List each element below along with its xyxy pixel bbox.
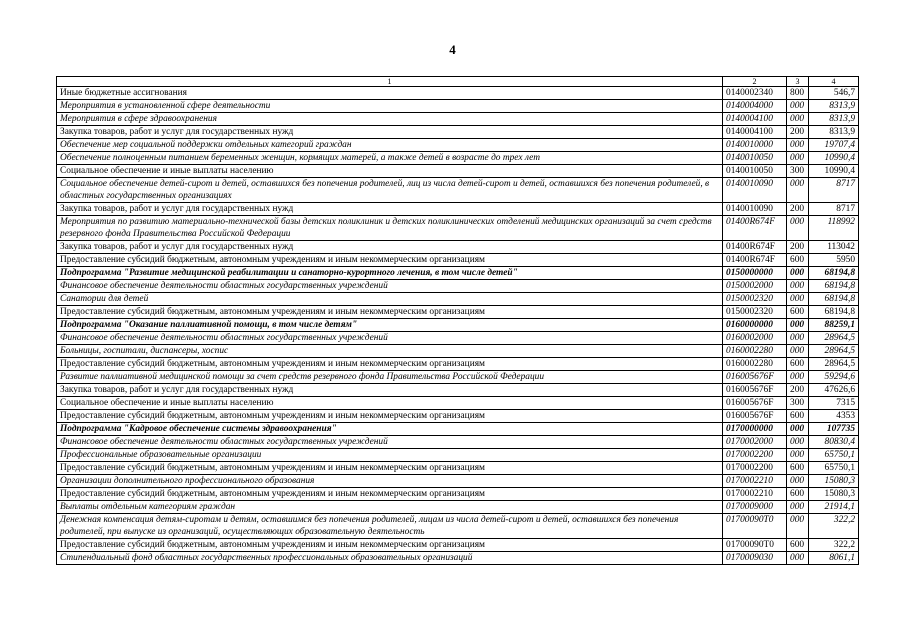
- table-row: [57, 126, 859, 139]
- row-code-cell: 0170002200: [723, 449, 787, 462]
- table-row: [57, 87, 859, 100]
- row-expense-type-cell: 000: [787, 293, 809, 306]
- table-row: [57, 306, 859, 319]
- row-expense-type-cell: 000: [787, 345, 809, 358]
- row-amount-cell: 8313,9: [809, 100, 859, 113]
- row-code-cell: 0170002200: [723, 462, 787, 475]
- row-amount-cell: 8717: [809, 178, 859, 203]
- row-amount-cell: 65750,1: [809, 449, 859, 462]
- row-name-cell: Денежная компенсация детям-сиротам и детям, оставшимся без попечения родителей, лицам из числа детей-сирот и детей, оставшихся без попечения родителей, при выпуске из организаций, осуществляющих образовательную деятельность: [57, 514, 723, 539]
- row-code-cell: 0170009000: [723, 501, 787, 514]
- row-amount-cell: 21914,1: [809, 501, 859, 514]
- table-row: [57, 293, 859, 306]
- table-row: [57, 371, 859, 384]
- row-expense-type-cell: 000: [787, 423, 809, 436]
- table-row: [57, 280, 859, 293]
- row-amount-cell: 68194,8: [809, 280, 859, 293]
- row-name-cell: Предоставление субсидий бюджетным, автономным учреждениям и иным некоммерческим организациям: [57, 306, 723, 319]
- row-expense-type-cell: 000: [787, 552, 809, 565]
- row-expense-type-cell: 600: [787, 358, 809, 371]
- row-amount-cell: 8313,9: [809, 126, 859, 139]
- row-code-cell: 0140010090: [723, 178, 787, 203]
- table-row: [57, 100, 859, 113]
- row-code-cell: 0160002280: [723, 345, 787, 358]
- row-amount-cell: 15080,3: [809, 475, 859, 488]
- row-name-cell: Выплаты отдельным категориям граждан: [57, 501, 723, 514]
- row-expense-type-cell: 000: [787, 436, 809, 449]
- row-name-cell: Мероприятия по развитию материально-технической базы детских поликлиник и детских поликлинических отделений медицинских организаций за счет средств резервного фонда Правительства Российской Федерации: [57, 216, 723, 241]
- row-code-cell: 0170000000: [723, 423, 787, 436]
- row-code-cell: 0160000000: [723, 319, 787, 332]
- row-name-cell: Закупка товаров, работ и услуг для государственных нужд: [57, 241, 723, 254]
- row-code-cell: 01400R674F: [723, 241, 787, 254]
- row-code-cell: 016005676F: [723, 410, 787, 423]
- row-code-cell: 0140010050: [723, 152, 787, 165]
- table-row: [57, 113, 859, 126]
- row-code-cell: 0150002320: [723, 293, 787, 306]
- row-expense-type-cell: 000: [787, 267, 809, 280]
- row-name-cell: Больницы, госпитали, диспансеры, хоспис: [57, 345, 723, 358]
- table-row: [57, 475, 859, 488]
- row-expense-type-cell: 000: [787, 178, 809, 203]
- table-row: [57, 332, 859, 345]
- table-row: [57, 254, 859, 267]
- table-row: [57, 449, 859, 462]
- row-name-cell: Предоставление субсидий бюджетным, автономным учреждениям и иным некоммерческим организациям: [57, 462, 723, 475]
- table-row: [57, 501, 859, 514]
- row-name-cell: Предоставление субсидий бюджетным, автономным учреждениям и иным некоммерческим организациям: [57, 539, 723, 552]
- row-amount-cell: 68194,8: [809, 293, 859, 306]
- row-name-cell: Мероприятия в сфере здравоохранения: [57, 113, 723, 126]
- row-expense-type-cell: 000: [787, 152, 809, 165]
- row-expense-type-cell: 200: [787, 203, 809, 216]
- row-name-cell: Стипендиальный фонд областных государственных профессиональных образовательных организаций: [57, 552, 723, 565]
- row-name-cell: Предоставление субсидий бюджетным, автономным учреждениям и иным некоммерческим организациям: [57, 410, 723, 423]
- row-code-cell: 0140004100: [723, 126, 787, 139]
- table-row: [57, 203, 859, 216]
- table-row: [57, 423, 859, 436]
- row-code-cell: 0140004000: [723, 100, 787, 113]
- table-row: [57, 216, 859, 241]
- row-name-cell: Развитие паллиативной медицинской помощи за счет средств резервного фонда Правительства Российской Федерации: [57, 371, 723, 384]
- row-amount-cell: 68194,8: [809, 267, 859, 280]
- table-row: [57, 358, 859, 371]
- row-expense-type-cell: 600: [787, 410, 809, 423]
- row-name-cell: Обеспечение мер социальной поддержки отдельных категорий граждан: [57, 139, 723, 152]
- row-name-cell: Организации дополнительного профессионального образования: [57, 475, 723, 488]
- row-amount-cell: 28964,5: [809, 358, 859, 371]
- row-amount-cell: 28964,5: [809, 332, 859, 345]
- row-code-cell: 016005676F: [723, 397, 787, 410]
- table-row: [57, 397, 859, 410]
- row-expense-type-cell: 600: [787, 488, 809, 501]
- row-name-cell: Предоставление субсидий бюджетным, автономным учреждениям и иным некоммерческим организациям: [57, 488, 723, 501]
- row-expense-type-cell: 000: [787, 475, 809, 488]
- row-amount-cell: 546,7: [809, 87, 859, 100]
- row-code-cell: 0170009030: [723, 552, 787, 565]
- table-row: [57, 384, 859, 397]
- table-row: [57, 319, 859, 332]
- row-code-cell: 016005676F: [723, 384, 787, 397]
- row-code-cell: 0150000000: [723, 267, 787, 280]
- row-code-cell: 0140010050: [723, 165, 787, 178]
- row-amount-cell: 10990,4: [809, 152, 859, 165]
- row-amount-cell: 68194,8: [809, 306, 859, 319]
- row-expense-type-cell: 200: [787, 384, 809, 397]
- table-row: [57, 139, 859, 152]
- row-amount-cell: 65750,1: [809, 462, 859, 475]
- row-code-cell: 01700090T0: [723, 514, 787, 539]
- row-name-cell: Иные бюджетные ассигнования: [57, 87, 723, 100]
- table-row: [57, 436, 859, 449]
- budget-table: [56, 76, 859, 565]
- row-code-cell: 0170002210: [723, 475, 787, 488]
- row-name-cell: Профессиональные образовательные организации: [57, 449, 723, 462]
- row-expense-type-cell: 600: [787, 462, 809, 475]
- row-name-cell: Финансовое обеспечение деятельности областных государственных учреждений: [57, 280, 723, 293]
- table-row: [57, 552, 859, 565]
- row-amount-cell: 107735: [809, 423, 859, 436]
- table-row: [57, 241, 859, 254]
- row-code-cell: 0140004100: [723, 113, 787, 126]
- row-amount-cell: 118992: [809, 216, 859, 241]
- row-code-cell: 0150002320: [723, 306, 787, 319]
- row-code-cell: 0170002210: [723, 488, 787, 501]
- row-expense-type-cell: 000: [787, 501, 809, 514]
- row-expense-type-cell: 000: [787, 371, 809, 384]
- row-code-cell: 0140010090: [723, 203, 787, 216]
- row-amount-cell: 88259,1: [809, 319, 859, 332]
- row-amount-cell: 4353: [809, 410, 859, 423]
- row-name-cell: Финансовое обеспечение деятельности областных государственных учреждений: [57, 332, 723, 345]
- row-amount-cell: 47626,6: [809, 384, 859, 397]
- table-row: [57, 462, 859, 475]
- row-code-cell: 0170002000: [723, 436, 787, 449]
- table-row: [57, 165, 859, 178]
- column-header: 4: [809, 77, 859, 87]
- row-expense-type-cell: 600: [787, 539, 809, 552]
- row-code-cell: 0140010000: [723, 139, 787, 152]
- row-expense-type-cell: 000: [787, 449, 809, 462]
- row-amount-cell: 59294,6: [809, 371, 859, 384]
- table-row: [57, 267, 859, 280]
- row-expense-type-cell: 000: [787, 514, 809, 539]
- row-amount-cell: 15080,3: [809, 488, 859, 501]
- row-expense-type-cell: 800: [787, 87, 809, 100]
- row-expense-type-cell: 600: [787, 254, 809, 267]
- row-code-cell: 0160002280: [723, 358, 787, 371]
- row-name-cell: Финансовое обеспечение деятельности областных государственных учреждений: [57, 436, 723, 449]
- row-name-cell: Закупка товаров, работ и услуг для государственных нужд: [57, 203, 723, 216]
- table-header-row: [57, 77, 859, 87]
- row-name-cell: Подпрограмма "Развитие медицинской реабилитации и санаторно-курортного лечения, в том числе детей": [57, 267, 723, 280]
- row-name-cell: Мероприятия в установленной сфере деятельности: [57, 100, 723, 113]
- row-name-cell: Санатории для детей: [57, 293, 723, 306]
- row-code-cell: 0150002000: [723, 280, 787, 293]
- table-row: [57, 514, 859, 539]
- row-expense-type-cell: 000: [787, 319, 809, 332]
- row-expense-type-cell: 000: [787, 332, 809, 345]
- table-row: [57, 345, 859, 358]
- row-name-cell: Подпрограмма "Оказание паллиативной помощи, в том числе детям": [57, 319, 723, 332]
- row-expense-type-cell: 300: [787, 165, 809, 178]
- table-row: [57, 152, 859, 165]
- row-name-cell: Социальное обеспечение детей-сирот и детей, оставшихся без попечения родителей, лиц из числа детей-сирот и детей, оставшихся без попечения родителей, в областных государственных организациях: [57, 178, 723, 203]
- row-expense-type-cell: 200: [787, 126, 809, 139]
- row-name-cell: Закупка товаров, работ и услуг для государственных нужд: [57, 126, 723, 139]
- row-name-cell: Социальное обеспечение и иные выплаты населению: [57, 397, 723, 410]
- row-expense-type-cell: 000: [787, 216, 809, 241]
- row-expense-type-cell: 300: [787, 397, 809, 410]
- column-header: 3: [787, 77, 809, 87]
- column-header: 2: [723, 77, 787, 87]
- column-header: 1: [57, 77, 723, 87]
- table-row: [57, 539, 859, 552]
- row-name-cell: Обеспечение полноценным питанием беременных женщин, кормящих матерей, а также детей в возрасте до трех лет: [57, 152, 723, 165]
- row-name-cell: Закупка товаров, работ и услуг для государственных нужд: [57, 384, 723, 397]
- row-expense-type-cell: 600: [787, 306, 809, 319]
- row-amount-cell: 322,2: [809, 539, 859, 552]
- row-name-cell: Предоставление субсидий бюджетным, автономным учреждениям и иным некоммерческим организациям: [57, 358, 723, 371]
- row-code-cell: 0140002340: [723, 87, 787, 100]
- row-amount-cell: 8313,9: [809, 113, 859, 126]
- row-expense-type-cell: 000: [787, 113, 809, 126]
- row-amount-cell: 5950: [809, 254, 859, 267]
- row-amount-cell: 8061,1: [809, 552, 859, 565]
- row-amount-cell: 8717: [809, 203, 859, 216]
- row-amount-cell: 113042: [809, 241, 859, 254]
- row-code-cell: 0160002000: [723, 332, 787, 345]
- row-amount-cell: 19707,4: [809, 139, 859, 152]
- row-amount-cell: 10990,4: [809, 165, 859, 178]
- row-amount-cell: 322,2: [809, 514, 859, 539]
- page-number: 4: [449, 42, 456, 57]
- row-amount-cell: 28964,5: [809, 345, 859, 358]
- row-expense-type-cell: 000: [787, 139, 809, 152]
- row-name-cell: Социальное обеспечение и иные выплаты населению: [57, 165, 723, 178]
- row-code-cell: 01400R674F: [723, 254, 787, 267]
- row-name-cell: Предоставление субсидий бюджетным, автономным учреждениям и иным некоммерческим организациям: [57, 254, 723, 267]
- row-code-cell: 01400R674F: [723, 216, 787, 241]
- table-row: [57, 410, 859, 423]
- row-expense-type-cell: 000: [787, 280, 809, 293]
- row-code-cell: 01700090T0: [723, 539, 787, 552]
- table-row: [57, 178, 859, 203]
- row-amount-cell: 7315: [809, 397, 859, 410]
- row-amount-cell: 80830,4: [809, 436, 859, 449]
- table-row: [57, 488, 859, 501]
- row-code-cell: 016005676F: [723, 371, 787, 384]
- row-expense-type-cell: 000: [787, 100, 809, 113]
- row-expense-type-cell: 200: [787, 241, 809, 254]
- row-name-cell: Подпрограмма "Кадровое обеспечение системы здравоохранения": [57, 423, 723, 436]
